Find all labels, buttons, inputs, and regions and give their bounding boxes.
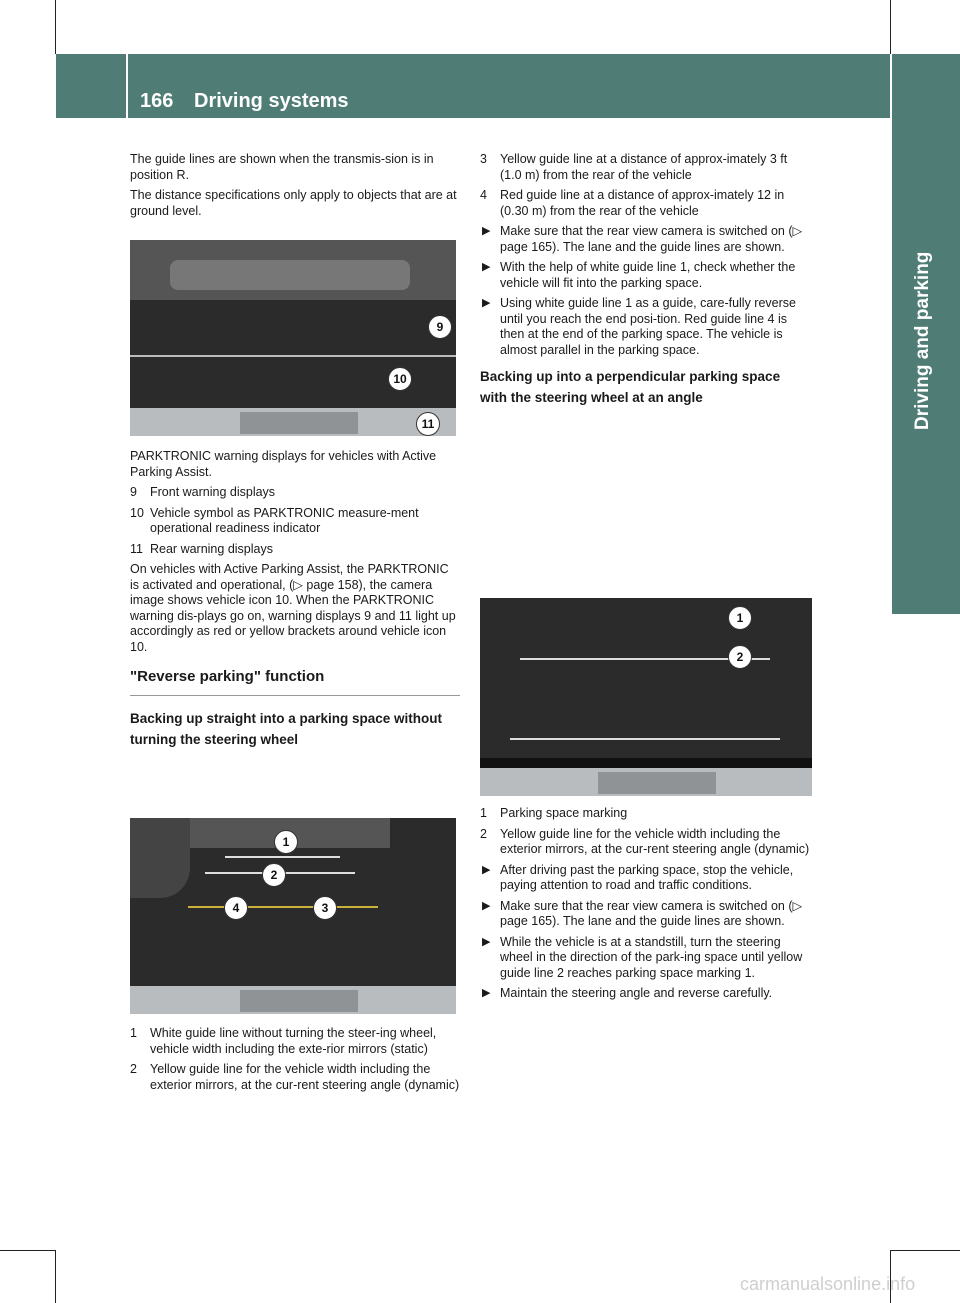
figure-caption: PARKTRONIC warning displays for vehicles with Active Parking Assist. <box>130 449 437 479</box>
subsection-heading: Backing up into a perpendicular parking space with the steering wheel at an angle <box>480 369 781 405</box>
crop-mark <box>890 1250 960 1251</box>
right-column-2 <box>480 806 810 1007</box>
camera-figure-1 <box>130 240 456 436</box>
paragraph: On vehicles with Active Parking Assist, the PARKTRONIC is activated and operational, (▷ page 158), the camera image shows vehicle icon 10. When the PARKTRONIC warning dis-plays go on, warning displays 9 and 11 light up accordingly as red or yellow brackets around vehicle icon 10. <box>130 562 456 654</box>
callout-4: 4 <box>224 896 248 920</box>
item-text: Yellow guide line at a distance of approx-imately 3 ft (1.0 m) from the rear of the vehicle <box>500 152 788 182</box>
camera-figure-2 <box>130 818 456 1014</box>
crop-mark <box>890 0 891 54</box>
step-text: Maintain the steering angle and reverse carefully. <box>500 986 773 1000</box>
step <box>480 899 810 930</box>
item-text: Front warning displays <box>150 485 276 499</box>
list-item <box>480 188 810 219</box>
left-column-3 <box>130 1026 460 1098</box>
item-number: 3 <box>480 152 487 166</box>
item-text: Parking space marking <box>500 806 628 820</box>
list-item <box>130 1062 460 1093</box>
side-tab-label: Driving and parking <box>912 251 933 430</box>
callout-11: 11 <box>416 412 440 436</box>
list-item <box>480 152 810 183</box>
item-text: Vehicle symbol as PARKTRONIC measure-ment operational readiness indicator <box>150 505 419 535</box>
item-number: 10 <box>130 505 144 520</box>
step <box>480 986 810 1002</box>
subsection-heading: Backing up straight into a parking space without turning the steering wheel <box>130 710 443 747</box>
item-number: 2 <box>480 826 487 841</box>
arrow-icon: ▶ <box>482 863 491 876</box>
header-bar-left <box>56 54 126 118</box>
list-item <box>480 806 810 822</box>
step-text: Make sure that the rear view camera is switched on (▷ page 165). The lane and the guide lines are shown. <box>500 898 803 928</box>
right-column <box>480 152 810 416</box>
callout-10: 10 <box>388 367 412 391</box>
callout-3: 3 <box>313 896 337 920</box>
crop-mark <box>55 0 56 54</box>
list-item <box>130 485 460 501</box>
left-column <box>130 152 460 224</box>
camera-toolbar <box>480 768 812 796</box>
step-text: Using white guide line 1 as a guide, care-fully reverse until you reach the end posi-tion. Red guide line 4 is then at the end of the parking space. The vehicle is almost parallel in the parking space. <box>500 296 796 357</box>
step-text: After driving past the parking space, stop the vehicle, paying attention to road and traffic conditions. <box>500 862 794 892</box>
callout-1: 1 <box>728 606 752 630</box>
arrow-icon: ▶ <box>482 297 491 309</box>
page-number: 166 <box>140 90 174 112</box>
crop-mark <box>0 1250 56 1251</box>
callout-9: 9 <box>428 315 452 339</box>
item-text: Red guide line at a distance of approx-imately 12 in (0.30 m) from the rear of the vehicle <box>500 188 785 218</box>
item-text: Yellow guide line for the vehicle width including the exterior mirrors, at the cur-rent steering angle (dynamic) <box>150 1062 460 1092</box>
page-title: Driving systems <box>194 90 349 112</box>
section-heading: "Reverse parking" function <box>130 668 325 685</box>
step <box>480 260 810 291</box>
left-column-2 <box>130 449 460 758</box>
item-text: White guide line without turning the steer-ing wheel, vehicle width including the exte-rior mirrors (static) <box>150 1026 437 1056</box>
callout-2: 2 <box>262 863 286 887</box>
camera-toolbar <box>130 408 456 436</box>
list-item <box>480 827 810 858</box>
camera-toolbar <box>130 986 456 1014</box>
arrow-icon: ▶ <box>482 987 491 999</box>
item-text: Rear warning displays <box>150 541 273 556</box>
item-number: 11 <box>130 541 143 556</box>
step-text: Make sure that the rear view camera is switched on (▷ page 165). The lane and the guide lines are shown. <box>500 224 803 254</box>
list-item <box>130 506 460 537</box>
crop-mark <box>55 1250 56 1303</box>
list-item <box>130 542 460 558</box>
item-number: 2 <box>130 1062 137 1076</box>
arrow-icon: ▶ <box>482 935 491 948</box>
paragraph: The guide lines are shown when the transmis-sion is in position R. <box>130 152 434 182</box>
camera-figure-3 <box>480 598 812 796</box>
item-number: 9 <box>130 485 137 499</box>
callout-2: 2 <box>728 645 752 669</box>
step <box>480 863 810 894</box>
arrow-icon: ▶ <box>482 899 491 912</box>
watermark: carmanualsonline.info <box>740 1274 916 1294</box>
item-text: Yellow guide line for the vehicle width including the exterior mirrors, at the cur-rent steering angle (dynamic) <box>500 826 810 856</box>
arrow-icon: ▶ <box>482 261 491 273</box>
item-number: 1 <box>130 1026 137 1040</box>
step-text: While the vehicle is at a standstill, turn the steering wheel in the direction of the park-ing space until yellow guide line 2 reaches parking space marking 1. <box>500 934 803 980</box>
list-item <box>130 1026 460 1057</box>
divider <box>130 695 460 696</box>
step <box>480 935 810 982</box>
item-number: 1 <box>480 806 487 820</box>
step-text: With the help of white guide line 1, check whether the vehicle will fit into the parking space. <box>500 260 796 290</box>
step <box>480 224 810 255</box>
callout-1: 1 <box>274 830 298 854</box>
step <box>480 296 810 358</box>
item-number: 4 <box>480 188 487 202</box>
paragraph: The distance specifications only apply to objects that are at ground level. <box>130 188 457 218</box>
arrow-icon: ▶ <box>482 225 491 237</box>
